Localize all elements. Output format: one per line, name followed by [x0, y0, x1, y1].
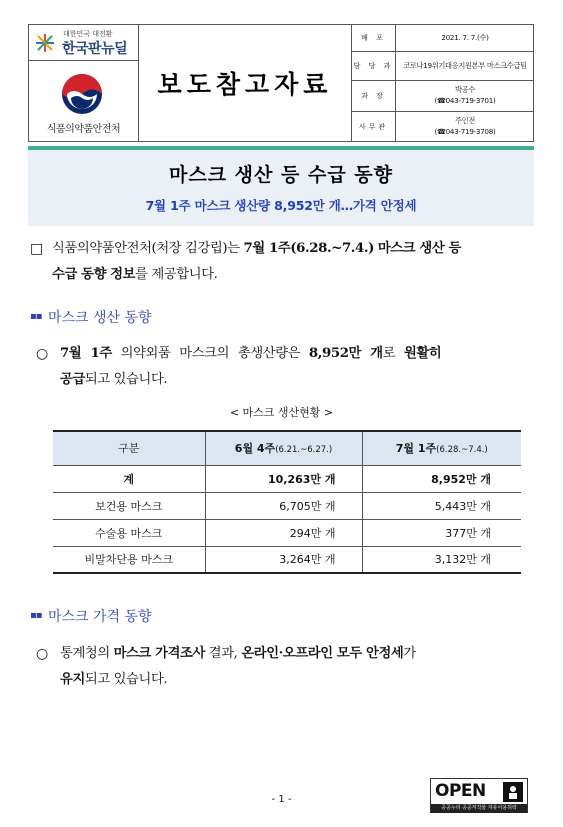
headline: 마스크 생산 등 수급 동향 — [169, 164, 393, 186]
section-marker-icon: ▪▪ — [30, 311, 42, 322]
license-type-icon — [503, 782, 523, 802]
info-value: 박공수 (☎043-719-3701) — [434, 85, 496, 105]
info-label: 사무관 — [352, 112, 396, 141]
government-emblem-icon — [59, 71, 105, 117]
cell-jul-week1: 8,952만 개 — [362, 465, 521, 492]
section-heading-production: ▪▪ 마스크 생산 동향 — [30, 310, 152, 326]
circle-bullet-icon: ○ — [36, 646, 49, 662]
col-header-jul-week1: 7월 1주(6.28.~7.4.) — [362, 431, 521, 465]
production-line-1: 7월 1주 의약외품 마스크의 총생산량은 8,952만 개로 원활히 — [60, 346, 442, 361]
price-line-2: 유지되고 있습니다. — [60, 672, 168, 687]
logo-column — [29, 25, 139, 141]
cell-jun-week4: 10,263만 개 — [205, 465, 362, 492]
info-row-officer — [352, 112, 534, 141]
table-caption: < 마스크 생산현황 > — [229, 406, 334, 419]
cell-jul-week1: 3,132만 개 — [362, 546, 521, 573]
open-license-word: OPEN — [435, 781, 486, 801]
cell-jun-week4: 294만 개 — [205, 519, 362, 546]
square-bullet-icon: □ — [30, 241, 44, 257]
col-header-category: 구분 — [53, 431, 205, 465]
doc-type-title: 보도참고자료 — [157, 70, 333, 99]
production-table — [53, 430, 521, 574]
table-header-row — [53, 431, 521, 465]
subheadline: 7월 1주 마스크 생산량 8,952만 개…가격 안정세 — [145, 198, 417, 213]
info-row-department — [352, 52, 534, 81]
row-label: 비말차단용 마스크 — [53, 546, 205, 573]
info-value: 2021. 7. 7.(수) — [441, 32, 489, 42]
info-label: 배 포 — [352, 25, 396, 51]
row-label: 계 — [53, 465, 205, 492]
cell-jun-week4: 3,264만 개 — [205, 546, 362, 573]
agency-name: 식품의약품안전처 — [46, 124, 121, 135]
row-label: 수술용 마스크 — [53, 519, 205, 546]
table-row — [53, 519, 521, 546]
intro-line-2: 수급 동향 정보를 제공합니다. — [52, 267, 218, 282]
circle-bullet-icon: ○ — [36, 346, 49, 362]
intro-line-1: 식품의약품안전처(처장 김강립)는 7월 1주(6.28.~7.4.) 마스크 생산 등 — [52, 241, 461, 256]
info-row-release — [352, 25, 534, 52]
contact-info-table — [351, 25, 533, 141]
info-value: 코로나19위기대응지원본부 마스크수급팀 — [403, 60, 527, 70]
production-line-2: 공급되고 있습니다. — [60, 372, 168, 387]
brand-slogan: 대한민국 대전환 — [63, 30, 113, 38]
table-row — [53, 492, 521, 519]
info-label: 과 장 — [352, 81, 396, 111]
cell-jul-week1: 5,443만 개 — [362, 492, 521, 519]
cell-jul-week1: 377만 개 — [362, 519, 521, 546]
page-number: - 1 - — [271, 794, 292, 805]
open-license-badge — [430, 778, 528, 813]
row-label: 보건용 마스크 — [53, 492, 205, 519]
doc-type-cell — [139, 25, 351, 141]
new-deal-logo-icon — [35, 33, 55, 53]
brand-name: 한국판뉴딜 — [62, 41, 128, 57]
open-license-caption: 공공누리 공공저작물 자유이용허락 — [431, 804, 527, 813]
table-row — [53, 546, 521, 573]
section-heading-price: ▪▪ 마스크 가격 동향 — [30, 609, 152, 625]
info-value: 주인전 (☎043-719-3708) — [434, 115, 496, 136]
col-header-jun-week4: 6월 4주(6.21.~6.27.) — [205, 431, 362, 465]
info-label: 담 당 과 — [352, 52, 396, 80]
new-deal-brand — [29, 25, 138, 61]
cell-jun-week4: 6,705만 개 — [205, 492, 362, 519]
table-row — [53, 465, 521, 492]
section-marker-icon: ▪▪ — [30, 610, 42, 621]
press-header — [28, 24, 534, 142]
price-line-1: 통계청의 마스크 가격조사 결과, 온라인·오프라인 모두 안정세가 — [60, 646, 416, 661]
title-band — [28, 150, 534, 226]
info-row-director — [352, 81, 534, 112]
